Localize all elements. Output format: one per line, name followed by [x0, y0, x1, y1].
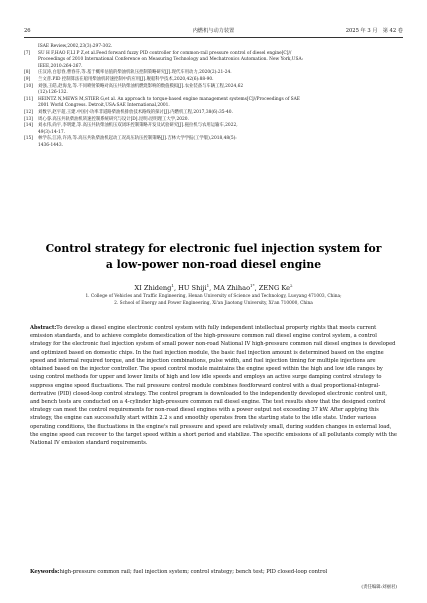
reference-line	[24, 136, 403, 143]
reference-number	[24, 130, 38, 137]
author-name: MA Zhihao	[213, 284, 251, 293]
keywords	[30, 568, 397, 576]
reference-line	[24, 84, 403, 91]
keywords-text: high-pressure common rail; fuel injection system; control strategy; bench test; PID closed-loop control	[59, 569, 328, 575]
affiliation-list	[24, 294, 403, 308]
issue-info: 2025 年 3 月 第 42 卷	[345, 28, 403, 34]
abstract-body	[30, 325, 397, 446]
reference-text: IEEE,2010:264-267.	[38, 63, 83, 69]
reference-number: [11]	[24, 96, 33, 102]
reference-text: ISAE Review,2002,23(3):297-302.	[38, 44, 113, 49]
page-number: 26	[24, 28, 31, 34]
abstract-line: fuel injection module, the basic fuel injection amount is determined based on the engine speed and internal	[30, 349, 384, 364]
abstract-line: operates from the starting state to the idle state. Under various operating conditions, the fluctuations in the	[30, 415, 377, 430]
reference-text: 刘强,王皓,赵海龙,等.不同喷射策略对高压共轨柴油机燃烧影响的数值模拟[J].农业装备与车辆工程,2024,62	[38, 83, 244, 89]
abstract-line: required torque, and the injection combinations, pulse width, and fuel injection timing for multiple injections	[80, 357, 368, 364]
author-affiliation-mark: 1	[206, 283, 210, 288]
reference-text: 1436-1443.	[38, 142, 63, 148]
abstract-line: module combines feedforward control with a dual proportional-integral-derivative (PID) closed-loop control	[30, 382, 381, 397]
reference-text: HEINTZ N,MEWS M,STIER G,et al. An approach to torque-based engine management systems[C]//Proceedings of SAE	[38, 96, 300, 102]
abstract-line: employs an active surge damping control strategy to suppress engine speed fluctuations. The rail pressure control	[30, 374, 382, 389]
affiliation: 2. School of Energy and Power Engineering, Xi'an Jiaotong University, Xi'an 710000, China	[114, 300, 313, 306]
reference-line	[24, 97, 403, 104]
reference-number: [10]	[24, 83, 33, 89]
reference-line	[24, 103, 403, 110]
reference-line	[24, 90, 403, 97]
reference-number	[24, 103, 38, 110]
editor-note: (责任编辑:刘丽君)	[361, 585, 397, 590]
author-affiliation-mark: 1	[171, 283, 174, 288]
abstract-line: are obtained based on the injector controller. The speed control module maintains the engine speed within the	[30, 357, 376, 373]
abstract-line: tests are conducted on a 4-cylinder high-pressure common rail diesel engine. The test results show that the	[58, 398, 342, 405]
abstract-line: National IV high-pressure common rail diesel engines is developed and optimized based on domestic chips. In the	[30, 341, 396, 356]
reference-text: (12):126-132.	[38, 90, 68, 96]
keywords-label: Keywords:	[30, 569, 60, 575]
reference-list	[24, 44, 403, 150]
reference-text: SU H F,HAO F,LI P Z,et al.Feed forward fuzzy PID controller for common-rail pressure control of diesel engine[C]//	[38, 50, 292, 56]
abstract-line: To develop a diesel engine electronic control system with fully independent intellectual property rights	[56, 325, 328, 331]
author-name: XI Zhideng	[134, 284, 172, 293]
author-name: ZENG Ke	[258, 284, 290, 293]
author-name: HU Shiji	[178, 284, 207, 293]
author-list: XI Zhideng$^1$, HU Shiji$^1$, MA Zhihao$^{1*}$, ZENG Ke$^2$	[134, 283, 293, 293]
abstract-line: exceeding 37 kW. After applying this strategy, the engine can successfully start within 2.2 s and smoothly	[30, 407, 379, 422]
abstract-line: high and low idle ranges by using control methods for upper and lower limits of high and low idle speeds and	[30, 366, 383, 381]
reference-line	[24, 110, 403, 117]
reference-number	[24, 64, 38, 71]
abstract-label: Abstract:	[30, 325, 57, 331]
reference-number	[24, 57, 38, 64]
reference-text: 刘永伟,尚宇,李明建,等.高压共轨柴油机压双闭环控制策略开发及试验研究[J].拖拉机与农用运输车,2022,	[38, 123, 238, 129]
reference-text: 49(3):14-17.	[38, 129, 66, 135]
abstract-line: can recover to the target speed within a short period and stabilize. The specific emissions of all pollutants comply	[76, 431, 376, 438]
reference-line	[24, 143, 403, 150]
reference-text: Proceedings of 2010 International Conference on Measuring Technology and Mechatronics Automation. New York,USA:	[38, 57, 304, 63]
abstract-line: strategy. The control program is downloaded to the independently developed electronic control unit, and bench	[30, 390, 387, 405]
reference-text: 林学东,江涛,许涛,等.高压共轨柴油机起动工况高压轨压控制策略[J].吉林大学学报(工学版),2018,48(5):	[38, 136, 237, 142]
reference-number: [14]	[24, 123, 33, 129]
reference-number: [12]	[24, 109, 33, 115]
paper-title	[30, 241, 397, 273]
reference-number	[24, 44, 38, 51]
author-affiliation-mark: 2	[289, 283, 293, 288]
author-affiliation-mark: 1*	[250, 283, 255, 288]
abstract-line: engine's rail pressure and speed are relatively small, during sudden changes in external load, the engine speed	[30, 423, 392, 438]
journal-name: 内燃机与动力装置	[192, 28, 235, 34]
reference-line	[24, 70, 403, 77]
reference-text: 庄汉涛,白思春,曹春芬,等.基于概率估值的柴油机轨压控制策略研究[J].现代车用动力,2020(2):21-24.	[38, 70, 232, 76]
reference-number: [7]	[24, 50, 31, 56]
reference-line	[24, 57, 403, 64]
reference-number	[24, 143, 38, 150]
abstract-line: designed control strategy can meet the control requirements for non-road diesel engines with a power output not	[30, 398, 386, 414]
paper-title-line-2: a low-power non-road diesel engine	[105, 258, 322, 271]
abstract-line: that meets current emission standards, and to achieve complete domestication of the high-pressure common rail	[30, 325, 377, 340]
running-header	[24, 28, 403, 38]
reference-text: 周心睿.高压共轨柴油机转速控制系统研究与设计[D].昆明:昆明理工大学,2020.	[38, 116, 189, 122]
affiliation: 1. College of Vehicles and Traffic Engineering, Henan University of Science and Technology, Luoyang 471003, China;	[85, 294, 342, 299]
reference-line	[24, 123, 403, 130]
reference-line	[24, 44, 403, 51]
reference-number: [13]	[24, 116, 33, 122]
abstract	[30, 324, 397, 447]
abstract-line: with the National IV emission standard requirements.	[30, 431, 397, 447]
reference-number	[24, 90, 38, 97]
reference-text: 2001 World Congress. Detroit,USA:SAE International,2001.	[38, 103, 170, 109]
reference-line	[24, 77, 403, 84]
reference-text: 兰文普.PID 控制算法在船用柴油机转速控制中的应用[J].舰船科学技术,2020,42(6):88-90.	[38, 76, 214, 82]
paper-title-line-1: Control strategy for electronic fuel injection system for	[45, 242, 382, 255]
reference-number: [15]	[24, 136, 33, 142]
abstract-line: diesel engine control system, a control strategy for the electronic fuel injection system of small power non-road	[30, 333, 377, 348]
reference-text: 刘数字,赵宇超,王建.中国小功率非道路柴油机排放技术路线的探讨[J].内燃机工程,2017,38(6):35-40.	[38, 109, 233, 115]
reference-number: [9]	[24, 76, 31, 82]
reference-number: [8]	[24, 70, 31, 76]
reference-line	[24, 51, 403, 58]
